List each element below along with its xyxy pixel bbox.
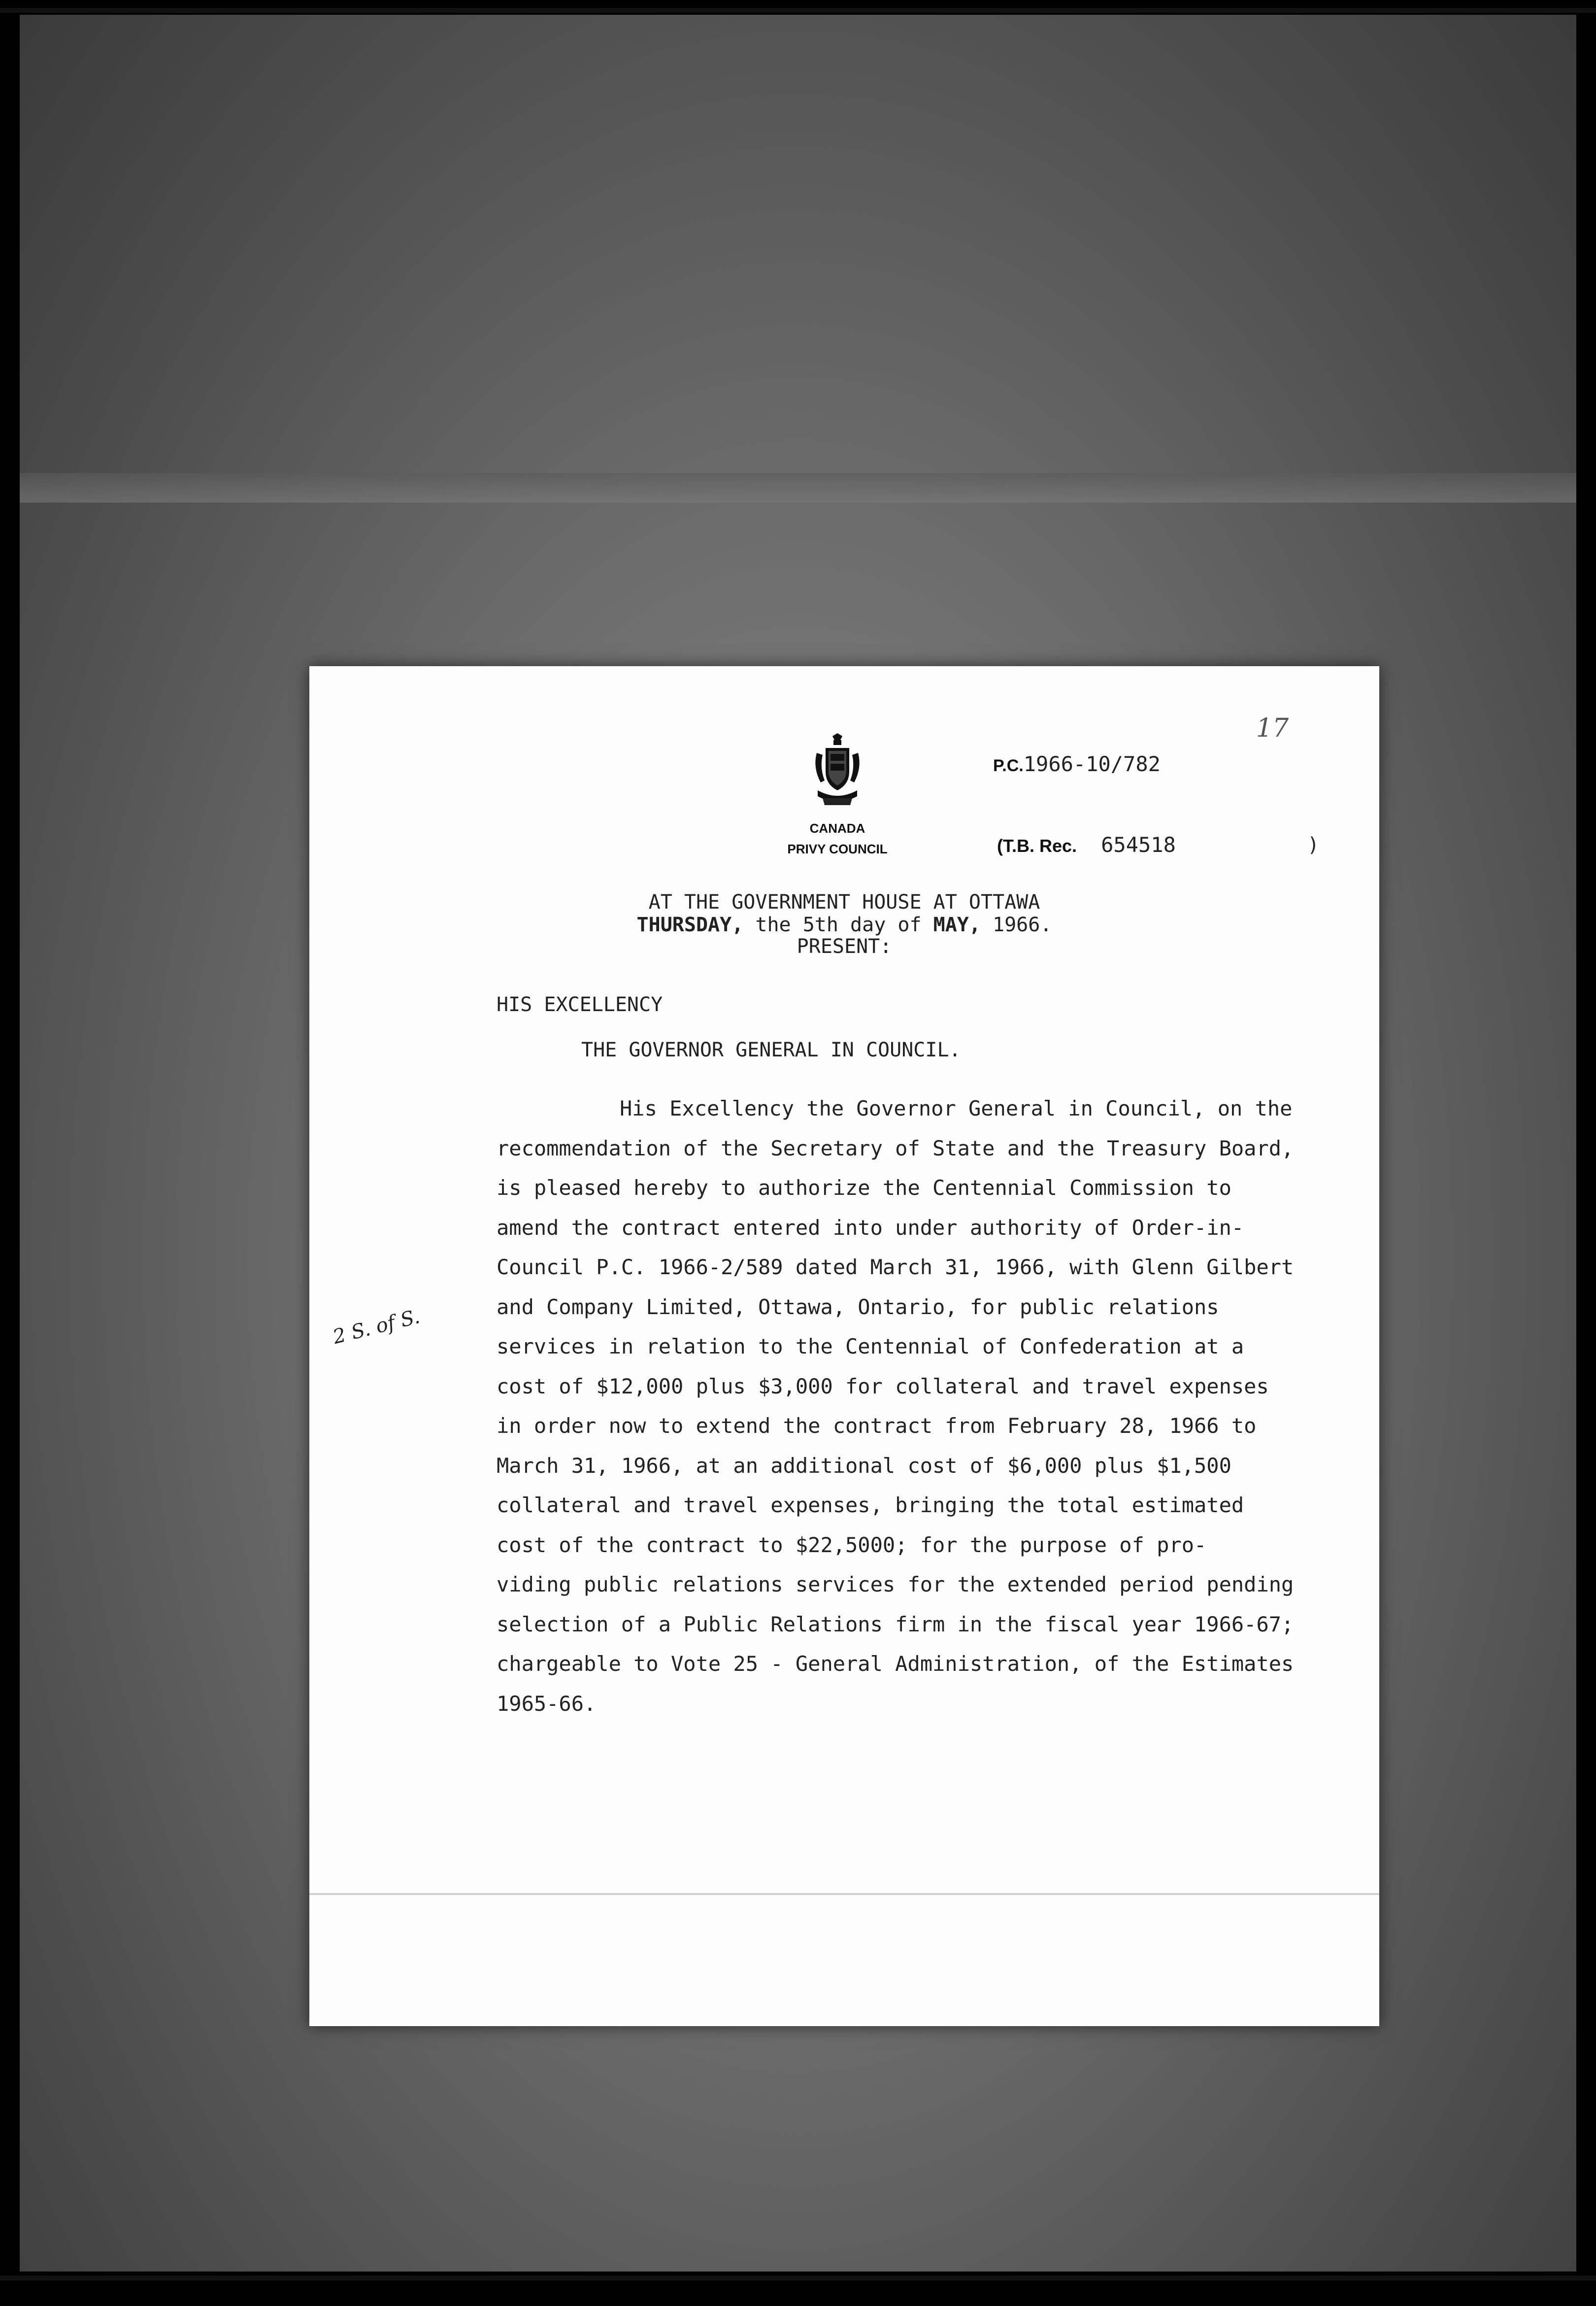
order-body [497,1089,1334,1724]
meeting-month: MAY, [933,914,981,936]
body-line: selection of a Public Relations firm in the fiscal year 1966-67; [497,1612,1294,1636]
tb-label: (T.B. Rec. [997,836,1077,856]
body-line: is pleased hereby to authorize the Centennial Commission to [497,1176,1231,1200]
body-line: and Company Limited, Ottawa, Ontario, for public relations [497,1294,1219,1319]
body-line: chargeable to Vote 25 - General Administration, of the Estimates [497,1652,1294,1676]
body-line: recommendation of the Secretary of State and the Treasury Board, [497,1136,1294,1160]
body-line: cost of the contract to $22,5000; for the purpose of pro- [497,1532,1207,1557]
body-line: March 31, 1966, at an additional cost of $6,000 plus $1,500 [497,1453,1231,1478]
tb-reference [997,833,1176,857]
salutation-excellency: HIS EXCELLENCY [497,993,663,1016]
document-page [309,666,1379,2026]
paper-fold-line [309,1893,1379,1895]
letterhead-country: CANADA [809,821,865,836]
tb-number: 654518 [1101,833,1176,857]
letterhead-office: PRIVY COUNCIL [787,842,888,856]
body-line: in order now to extend the contract from February 28, 1966 to [497,1414,1257,1438]
coat-of-arms-icon [811,733,864,814]
film-edge-top [0,8,1596,13]
scan-band [20,473,1576,503]
body-line: services in relation to the Centennial of Confederation at a [497,1334,1244,1358]
body-line: 1965-66. [497,1691,597,1716]
body-line: His Excellency the Governor General in Council, on the [620,1096,1293,1120]
meeting-place: AT THE GOVERNMENT HOUSE AT OTTAWA [648,891,1040,914]
meeting-day: THURSDAY, [636,914,744,936]
margin-note: 2 S. of S. [331,1305,422,1349]
body-line: Council P.C. 1966-2/589 dated March 31, 1966, with Glenn Gilbert [497,1255,1294,1279]
salutation-governor: THE GOVERNOR GENERAL IN COUNCIL. [581,1039,961,1061]
meeting-date-mid: the 5th day of [743,914,933,936]
page-number: 17 [1256,713,1289,743]
tb-close-paren: ) [1307,834,1320,856]
pc-reference [993,752,1161,776]
body-line: amend the contract entered into under authority of Order-in- [497,1215,1244,1240]
present-label: PRESENT: [797,935,892,958]
pc-label: P.C. [993,756,1024,775]
meeting-year: 1966. [980,914,1052,936]
meeting-date [309,914,1379,936]
body-line: cost of $12,000 plus $3,000 for collateral and travel expenses [497,1374,1269,1398]
pc-number: 1966-10/782 [1023,752,1161,776]
body-line: viding public relations services for the extended period pending [497,1572,1294,1596]
body-line: collateral and travel expenses, bringing the total estimated [497,1493,1244,1517]
film-edge-bottom [0,2275,1596,2280]
